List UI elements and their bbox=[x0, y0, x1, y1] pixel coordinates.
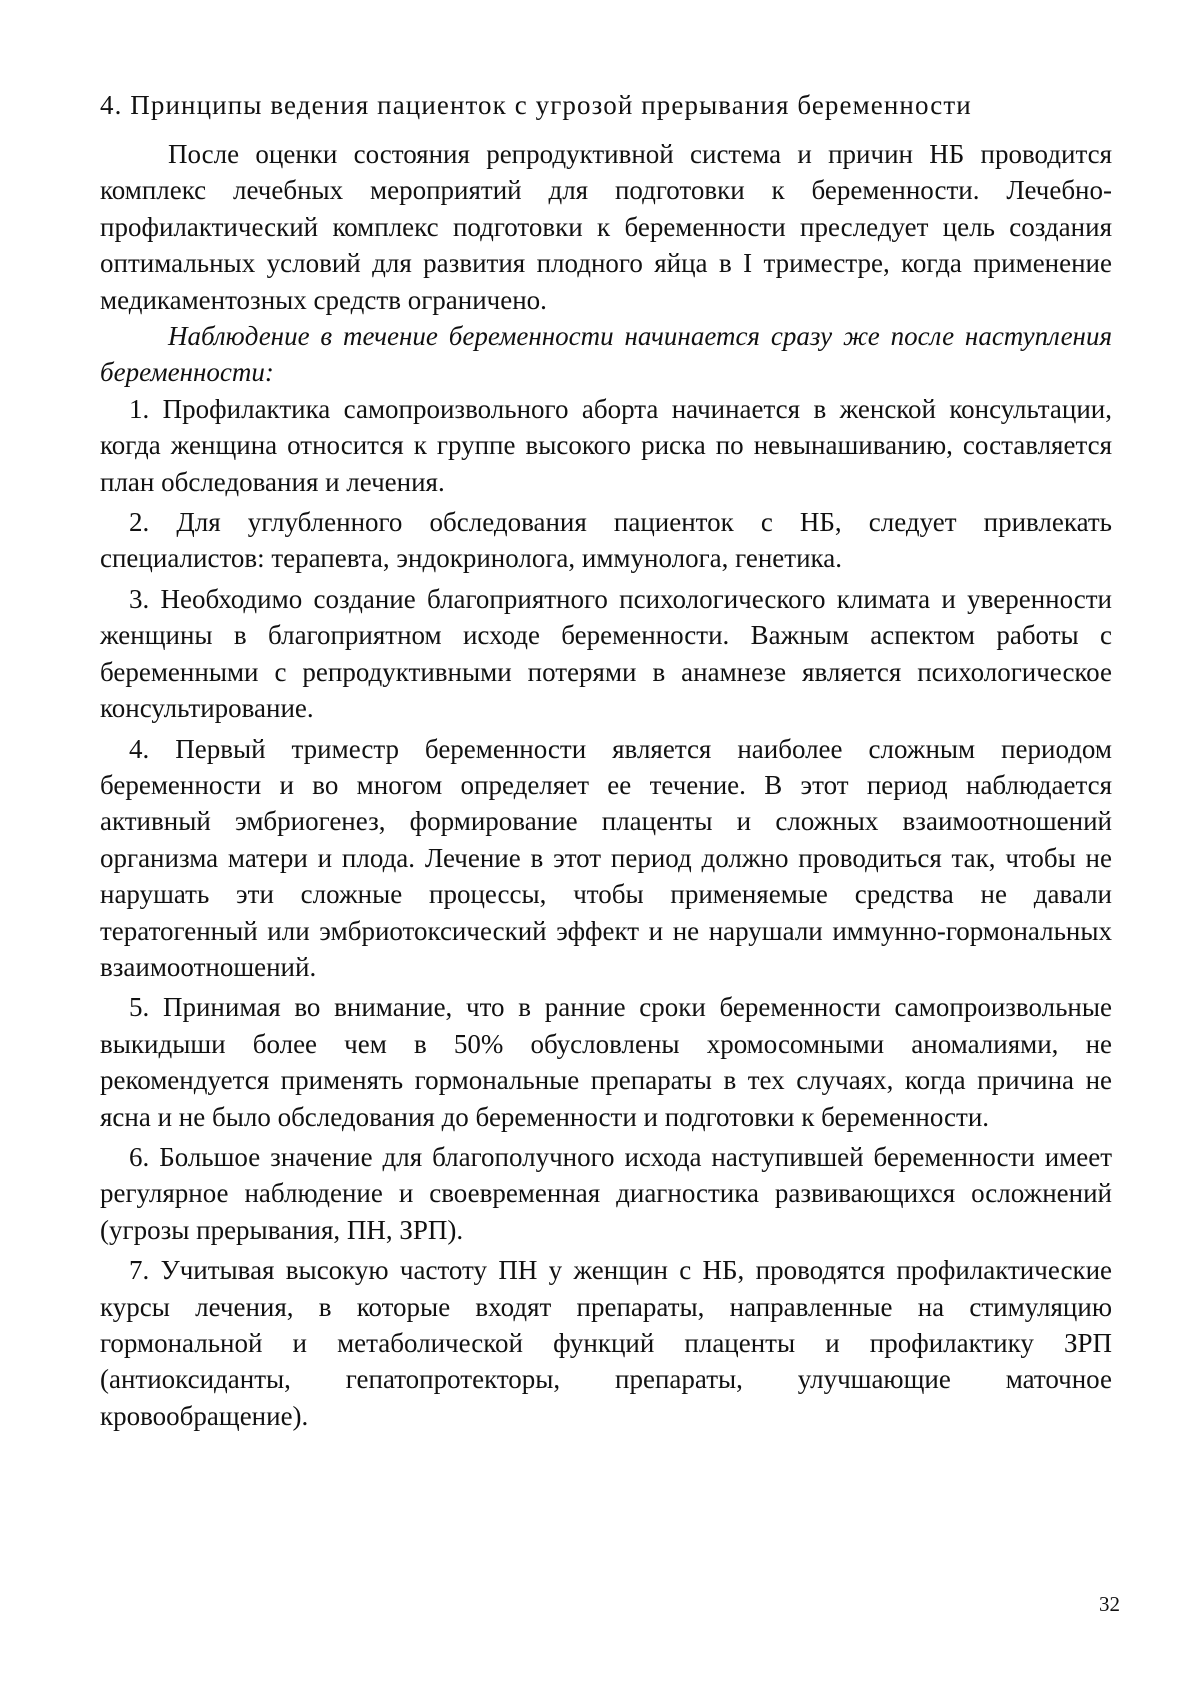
list-item bbox=[100, 1252, 1112, 1434]
list-item-text: Для углубленного обследования пациенток с НБ, следует привлекать специалистов: терапевта, эндокринолога, иммунолога, генетика. bbox=[100, 507, 1112, 574]
list-item bbox=[100, 1139, 1112, 1248]
list-item-text: Первый триместр беременности является наиболее сложным периодом беременности и во многом определяет ее течение. В этот период наблюдается активный эмбриогенез, формирование плаценты и сложных взаимоотношений организма матери и плода. Лечение в этот период должно проводиться так, чтобы не нарушать эти сложные процессы, чтобы применяемые средства не давали тератогенный или эмбриотоксический эффект и не нарушали иммунно-гормональных взаимоотношений. bbox=[100, 733, 1113, 982]
list-item-text: Профилактика самопроизвольного аборта начинается в женской консультации, когда женщина относится к группе высокого риска по невынашиванию, составляется план обследования и лечения. bbox=[100, 393, 1112, 497]
intro-paragraph: После оценки состояния репродуктивной система и причин НБ проводится комплекс лечебных мероприятий для подготовки к беременности. Лечебно-профилактический комплекс подготовки к беременности преследует цель создания оптимальных условий для развития плодного яйца в I триместре, когда применение медикаментозных средств ограничено. bbox=[100, 139, 1112, 315]
list-item bbox=[100, 731, 1112, 986]
page-content bbox=[100, 88, 1112, 1438]
list-item-text: Необходимо создание благоприятного психологического климата и уверенности женщины в благоприятном исходе беременности. Важным аспектом работы с беременными с репродуктивными потерями в анамнезе является психологическое консультирование. bbox=[100, 583, 1113, 724]
list-item-text: Принимая во внимание, что в ранние сроки беременности самопроизвольные выкидыши более чем в 50% обусловлены хромосомными аномалиями, не рекомендуется применять гормональные препараты в тех случаях, когда причина не ясна и не было обследования до беременности и подготовки к беременности. bbox=[100, 992, 1113, 1132]
list-item-number: 3. bbox=[129, 583, 150, 614]
page-number: 32 bbox=[1099, 1592, 1120, 1616]
list-item bbox=[100, 581, 1112, 727]
list-item-number: 5. bbox=[129, 992, 150, 1023]
observation-lead: Наблюдение в течение беременности начинается сразу же после наступления беременности: bbox=[100, 321, 1112, 388]
list-item-number: 6. bbox=[129, 1141, 150, 1172]
list-item-text: Учитывая высокую частоту ПН у женщин с НБ, проводятся профилактические курсы лечения, в которые входят препараты, направленные на стимуляцию гормональной и метаболической функций плаценты и профилактику ЗРП (антиоксиданты, гепатопротекторы, препараты, улучшающие маточное кровообращение). bbox=[100, 1255, 1113, 1431]
numbered-list bbox=[100, 391, 1112, 1434]
list-item-text: Большое значение для благополучного исхода наступившей беременности имеет регулярное наблюдение и своевременная диагностика развивающихся осложнений (угрозы прерывания, ПН, ЗРП). bbox=[100, 1141, 1112, 1245]
list-item bbox=[100, 504, 1112, 577]
list-item bbox=[100, 989, 1112, 1135]
list-item-number: 4. bbox=[129, 733, 150, 764]
list-item-number: 1. bbox=[129, 393, 150, 424]
list-item bbox=[100, 391, 1112, 500]
section-heading: 4. Принципы ведения пациенток с угрозой прерывания беременности bbox=[100, 90, 972, 120]
list-item-number: 7. bbox=[129, 1255, 150, 1286]
list-item-number: 2. bbox=[129, 507, 150, 538]
